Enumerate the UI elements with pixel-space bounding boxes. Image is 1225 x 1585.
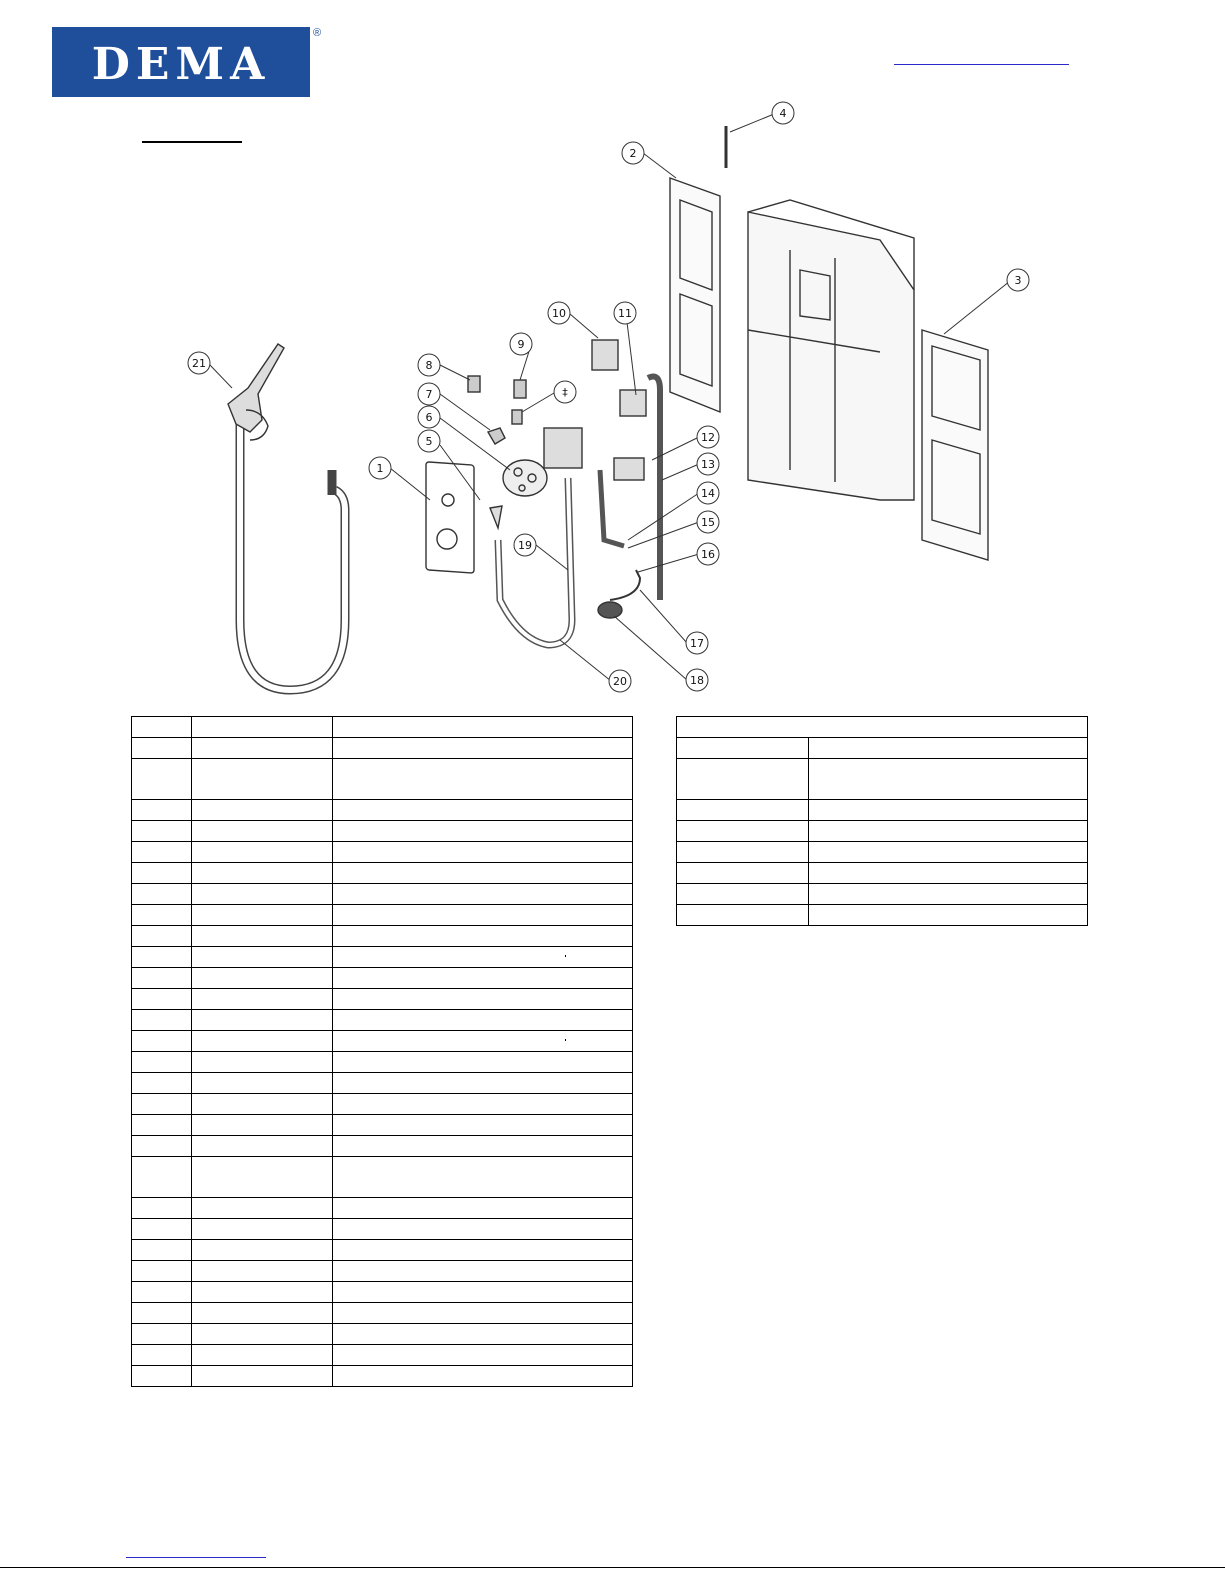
callout-14 — [697, 482, 719, 504]
svg-text:20: 20 — [613, 675, 627, 688]
table-row — [677, 759, 1088, 800]
table-row — [132, 1115, 633, 1136]
callout-1 — [369, 457, 391, 479]
callout-13 — [697, 453, 719, 475]
table-row — [132, 1052, 633, 1073]
table-row — [132, 884, 633, 905]
callout-20 — [609, 670, 631, 692]
svg-text:17: 17 — [690, 637, 704, 650]
table-row — [677, 842, 1088, 863]
table-row — [677, 738, 1088, 759]
table-row — [132, 947, 633, 968]
svg-text:18: 18 — [690, 674, 704, 687]
callout-3 — [1007, 269, 1029, 291]
cabinet — [748, 212, 914, 500]
svg-text:19: 19 — [518, 539, 532, 552]
callout-8 — [418, 354, 440, 376]
valve-cluster — [544, 428, 582, 468]
callout-18 — [686, 669, 708, 691]
table-row — [677, 800, 1088, 821]
exploded-parts-diagram — [0, 0, 1225, 700]
table-row — [132, 842, 633, 863]
callout-10 — [548, 302, 570, 324]
callout-9 — [510, 333, 532, 355]
svg-text:3: 3 — [1014, 274, 1022, 287]
impeller — [488, 428, 505, 444]
table-row — [132, 905, 633, 926]
svg-text:‡: ‡ — [562, 386, 568, 399]
table-row — [132, 1094, 633, 1115]
table-row — [132, 717, 633, 738]
table-row — [132, 1345, 633, 1366]
table-row — [132, 1324, 633, 1345]
table-row — [132, 800, 633, 821]
svg-text:21: 21 — [192, 357, 206, 370]
svg-text:15: 15 — [701, 516, 715, 529]
svg-text:11: 11 — [618, 307, 632, 320]
table-row — [132, 1240, 633, 1261]
svg-text:8: 8 — [425, 359, 433, 372]
table-row — [132, 1031, 633, 1052]
table-row — [132, 926, 633, 947]
footer-link[interactable] — [126, 1557, 266, 1558]
callout-dagger — [554, 381, 576, 403]
callout-17 — [686, 632, 708, 654]
table-row — [132, 1303, 633, 1324]
table-header-row — [677, 717, 1088, 738]
manifold-plate — [503, 460, 547, 496]
nozzle — [228, 344, 284, 432]
svg-text:12: 12 — [701, 431, 715, 444]
kit-list-table — [676, 716, 1088, 926]
svg-text:5: 5 — [425, 435, 433, 448]
table-row — [132, 1136, 633, 1157]
svg-text:7: 7 — [425, 388, 433, 401]
svg-text:1: 1 — [376, 462, 384, 475]
logo-text: DEMA — [91, 39, 271, 90]
svg-text:4: 4 — [779, 107, 787, 120]
footer-divider — [0, 1567, 1225, 1568]
table-row — [132, 1219, 633, 1240]
callout-5 — [418, 430, 440, 452]
table-row — [132, 968, 633, 989]
svg-text:2: 2 — [629, 147, 637, 160]
table-row — [132, 1198, 633, 1219]
table-row — [132, 1282, 633, 1303]
registered-mark: ® — [313, 27, 322, 39]
check-valve — [490, 506, 502, 528]
callout-16 — [697, 543, 719, 565]
table-row — [132, 1366, 633, 1387]
table-row — [132, 738, 633, 759]
hose-20 — [498, 478, 572, 645]
table-row — [132, 989, 633, 1010]
nozzle-hose — [240, 420, 345, 690]
table-row — [132, 821, 633, 842]
callout-21 — [188, 352, 210, 374]
fitting-8 — [468, 376, 480, 392]
callout-4 — [772, 102, 794, 124]
front-panel — [426, 462, 474, 573]
table-row — [132, 1261, 633, 1282]
svg-text:6: 6 — [425, 411, 433, 424]
table-row — [132, 1073, 633, 1094]
svg-text:10: 10 — [552, 307, 566, 320]
callout-15 — [697, 511, 719, 533]
callout-12 — [697, 426, 719, 448]
callout-11 — [614, 302, 636, 324]
fitting-9 — [514, 380, 526, 398]
table-row — [132, 759, 633, 800]
parts-list-table — [131, 716, 633, 1387]
callout-7 — [418, 383, 440, 405]
table-row — [132, 1010, 633, 1031]
table-row — [677, 863, 1088, 884]
svg-text:9: 9 — [517, 338, 525, 351]
callout-6 — [418, 406, 440, 428]
table-row — [677, 884, 1088, 905]
callout-19 — [514, 534, 536, 556]
table-row — [677, 821, 1088, 842]
foot-valve — [598, 602, 622, 618]
svg-text:13: 13 — [701, 458, 715, 471]
table-row — [132, 1157, 633, 1198]
callout-2 — [622, 142, 644, 164]
svg-text:14: 14 — [701, 487, 715, 500]
svg-text:16: 16 — [701, 548, 715, 561]
table-row — [677, 905, 1088, 926]
table-row — [132, 863, 633, 884]
fitting-alt — [512, 410, 522, 424]
